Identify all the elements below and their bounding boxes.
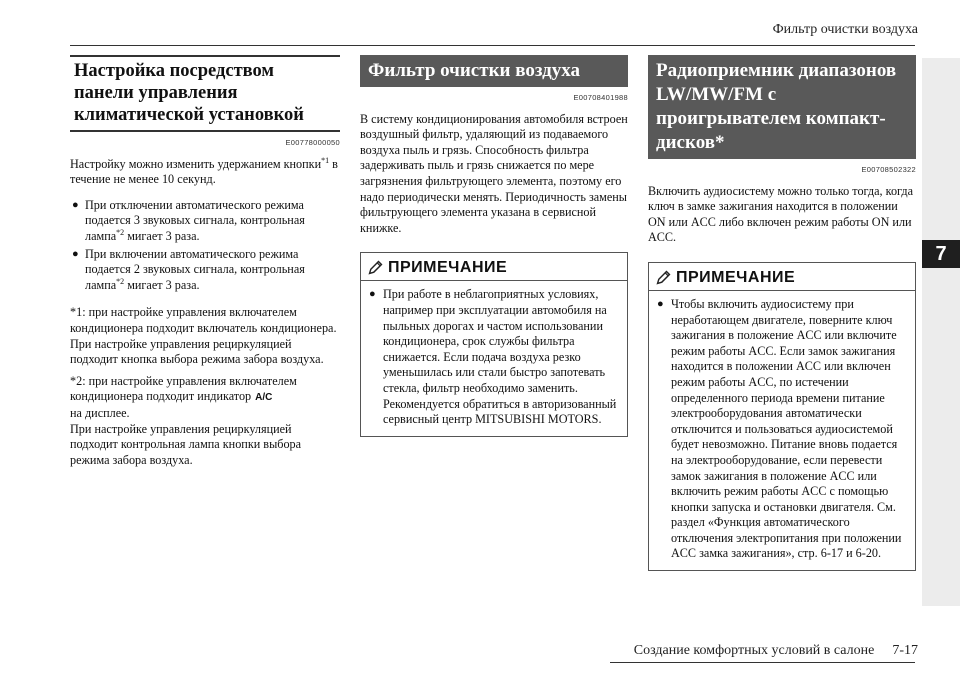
column-air-filter	[360, 55, 628, 437]
section-code: E00708502322	[861, 165, 916, 174]
body-paragraph: В систему кондиционирования автомобиля встроен воздушный фильтр, удаляющий из подаваемого воздуха пыль и грязь. Способность фильтра задерживать пыль и грязь снижается по мере загрязнения фильтрующего элемента, поэтому его надо периодически менять. Периодичность замены фильтрующего элемента указана в сервисной книжке.	[360, 111, 628, 235]
section-title: Радиоприемник диапазонов LW/MW/FM с проигрывателем компакт-дисков*	[648, 55, 916, 159]
note-box	[648, 262, 916, 571]
note-item: ● Чтобы включить аудиосистему при неработающем двигателе, поверните ключ зажигания в положение ACC или включите режим работы ACC. Если замок зажигания находится в положении ACC или включен режим работы ACC, по истечении определенного периода времени питание электрооборудования автоматически отключится и пользоваться аудиосистемой будет невозможно. Питание вновь подается на электрооборудование, если перевести замок зажигания в положение ACC или включить режим работы ACC с помощью кнопки запуска и остановки двигателя. См. раздел «Функция автоматического отключения электропитания при положении ACC замка зажигания», стр. 6-17 и 6-20.	[657, 297, 907, 562]
page-number: 7-17	[892, 643, 918, 658]
note-title: ПРИМЕЧАНИЕ	[676, 268, 796, 286]
section-title: Настройка посредством панели управления климатической установкой	[70, 55, 340, 132]
column-climate-control	[70, 55, 340, 468]
pencil-note-icon	[655, 269, 672, 286]
section-code: E00778000050	[285, 138, 340, 147]
bullet-item: ● При отключении автоматического режима подается 3 звуковых сигнала, контрольная лампа$^{*2}$ мигает 3 раза.	[70, 198, 340, 245]
bottom-rule	[610, 662, 915, 663]
bullet-item: ● При включении автоматического режима подается 2 звуковых сигнала, контрольная лампа$^{*2}$ мигает 3 раза.	[70, 247, 340, 294]
body-paragraph: Включить аудиосистему можно только тогда, когда ключ в замке зажигания находится в положении ON или ACC либо включен режим работы ON или ACC.	[648, 183, 914, 245]
footnote-2: *2: при настройке управления включателем кондиционера подходит индикатор A/C на дисплее. При настройке управления рециркуляцией подходит контрольная лампа кнопки выбора режима забора воздуха.	[70, 373, 302, 467]
note-item: ● При работе в неблагоприятных условиях, например при эксплуатации автомобиля на пыльных дорогах и частом использовании кондиционера, срок службы фильтра снижается. Если подача воздуха резко уменьшилась или стали быстро запотевать стекла, фильтр необходимо заменить. Рекомендуется обратиться в авторизованный сервисный центр MITSUBISHI MOTORS.	[369, 287, 619, 427]
footnote-marker: *1	[321, 155, 330, 165]
note-title: ПРИМЕЧАНИЕ	[388, 259, 508, 277]
column-radio	[648, 55, 916, 571]
top-rule	[70, 45, 915, 46]
side-tab	[922, 58, 960, 606]
bullet-list	[70, 198, 340, 294]
intro-paragraph: Настройку можно изменить удержанием кнопки$^{*1}$ в течение не менее 10 секунд.	[70, 155, 338, 187]
ac-indicator-label: A/C	[255, 392, 273, 404]
pencil-note-icon	[367, 259, 384, 276]
note-box	[360, 252, 628, 436]
chapter-badge: 7	[922, 240, 960, 268]
section-code: E00708401988	[573, 93, 628, 102]
page-footer	[634, 643, 918, 659]
section-title: Фильтр очистки воздуха	[360, 55, 628, 87]
footnote-1: *1: при настройке управления включателем кондиционера подходит включатель кондиционера. При настройке управления рециркуляцией подходит кнопка выбора режима забора воздуха.	[70, 305, 337, 367]
running-title: Фильтр очистки воздуха	[772, 22, 918, 37]
footer-section: Создание комфортных условий в салоне	[633, 643, 875, 658]
